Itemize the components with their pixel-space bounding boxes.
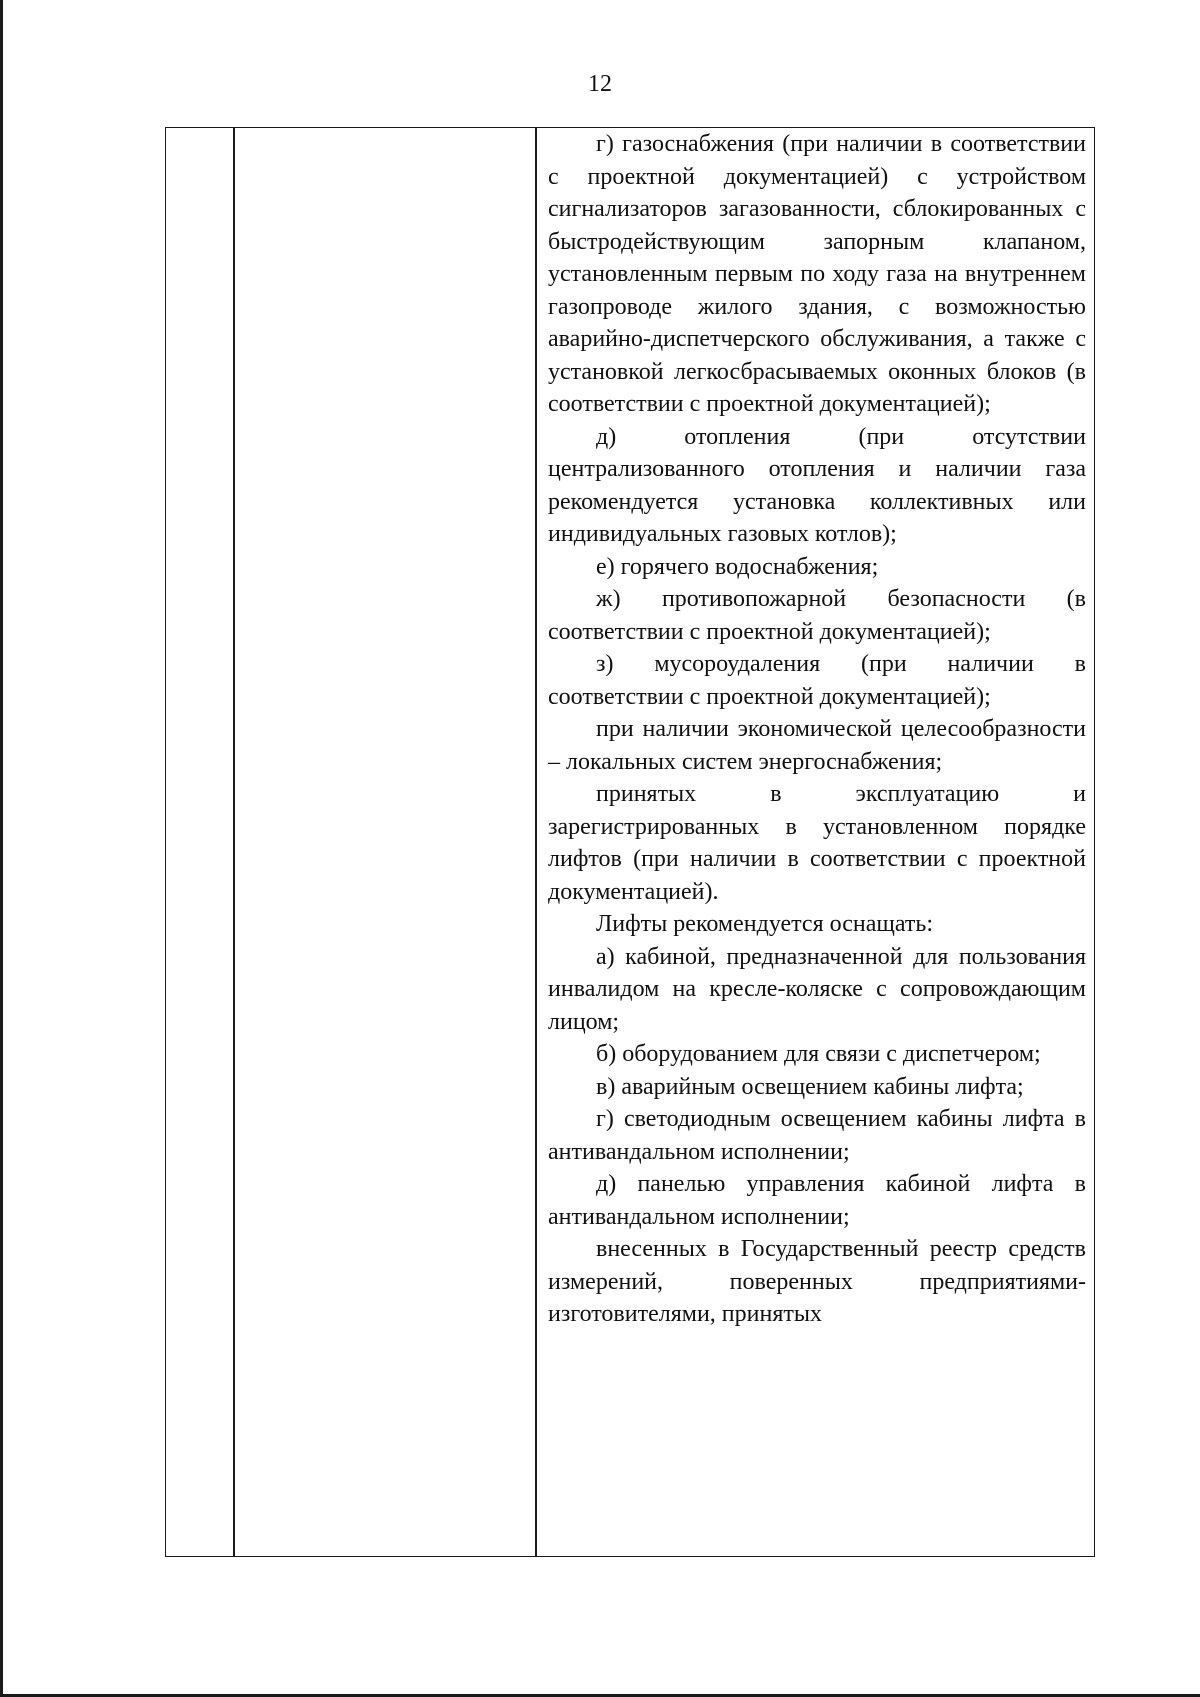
paragraph-waste-removal: з) мусороудаления (при наличии в соответствии с проектной документацией); [548, 651, 1086, 710]
document-table [165, 127, 1095, 1557]
paragraph-hot-water: е) горячего водоснабжения; [596, 553, 879, 580]
paragraph-gas-supply: г) газоснабжения (при наличии в соответствии с проектной документацией) с устройством сигнализаторов загазованности, сблокированных с быстродействующим запорным клапаном, установленным первым по ходу газа на внутреннем газопроводе жилого здания, с возможностью аварийно-диспетчерского обслуживания, а также с установкой легкосбрасываемых оконных блоков (в соответствии с проектной документацией); [548, 131, 1086, 417]
paragraph-dispatcher-link: б) оборудованием для связи с диспетчером; [596, 1041, 1041, 1067]
table-column-separator [535, 128, 537, 1556]
paragraph-elevator-cabin: а) кабиной, предназначенной для пользования инвалидом на кресле-коляске с сопровождающим лицом; [548, 943, 1086, 1035]
paragraph-emergency-lighting: в) аварийным освещением кабины лифта; [596, 1073, 1024, 1100]
paragraph-control-panel: д) панелью управления кабиной лифта в антивандальном исполнении; [548, 1171, 1086, 1230]
paragraph-led-lighting: г) светодиодным освещением кабины лифта в антивандальном исполнении; [548, 1106, 1086, 1165]
page-number: 12 [588, 71, 612, 97]
paragraph-elevators: принятых в эксплуатацию и зарегистрированных в установленном порядке лифтов (при наличии в соответствии с проектной документацией). [548, 781, 1086, 905]
paragraph-heating: д) отопления (при отсутствии централизованного отопления и наличии газа рекомендуется установка коллективных или индивидуальных газовых котлов); [548, 423, 1086, 547]
paragraph-fire-safety: ж) противопожарной безопасности (в соответствии с проектной документацией); [548, 586, 1086, 645]
scan-edge-left [0, 0, 3, 1697]
table-column-separator [233, 128, 235, 1556]
paragraph-elevator-equipment-intro: Лифты рекомендуется оснащать: [596, 911, 933, 937]
table-text-cell [548, 128, 1086, 1331]
paragraph-measuring-devices: внесенных в Государственный реестр средств измерений, поверенных предприятиями-изготовителями, принятых [548, 1236, 1086, 1327]
paragraph-local-energy: при наличии экономической целесообразности – локальных систем энергоснабжения; [548, 716, 1086, 775]
